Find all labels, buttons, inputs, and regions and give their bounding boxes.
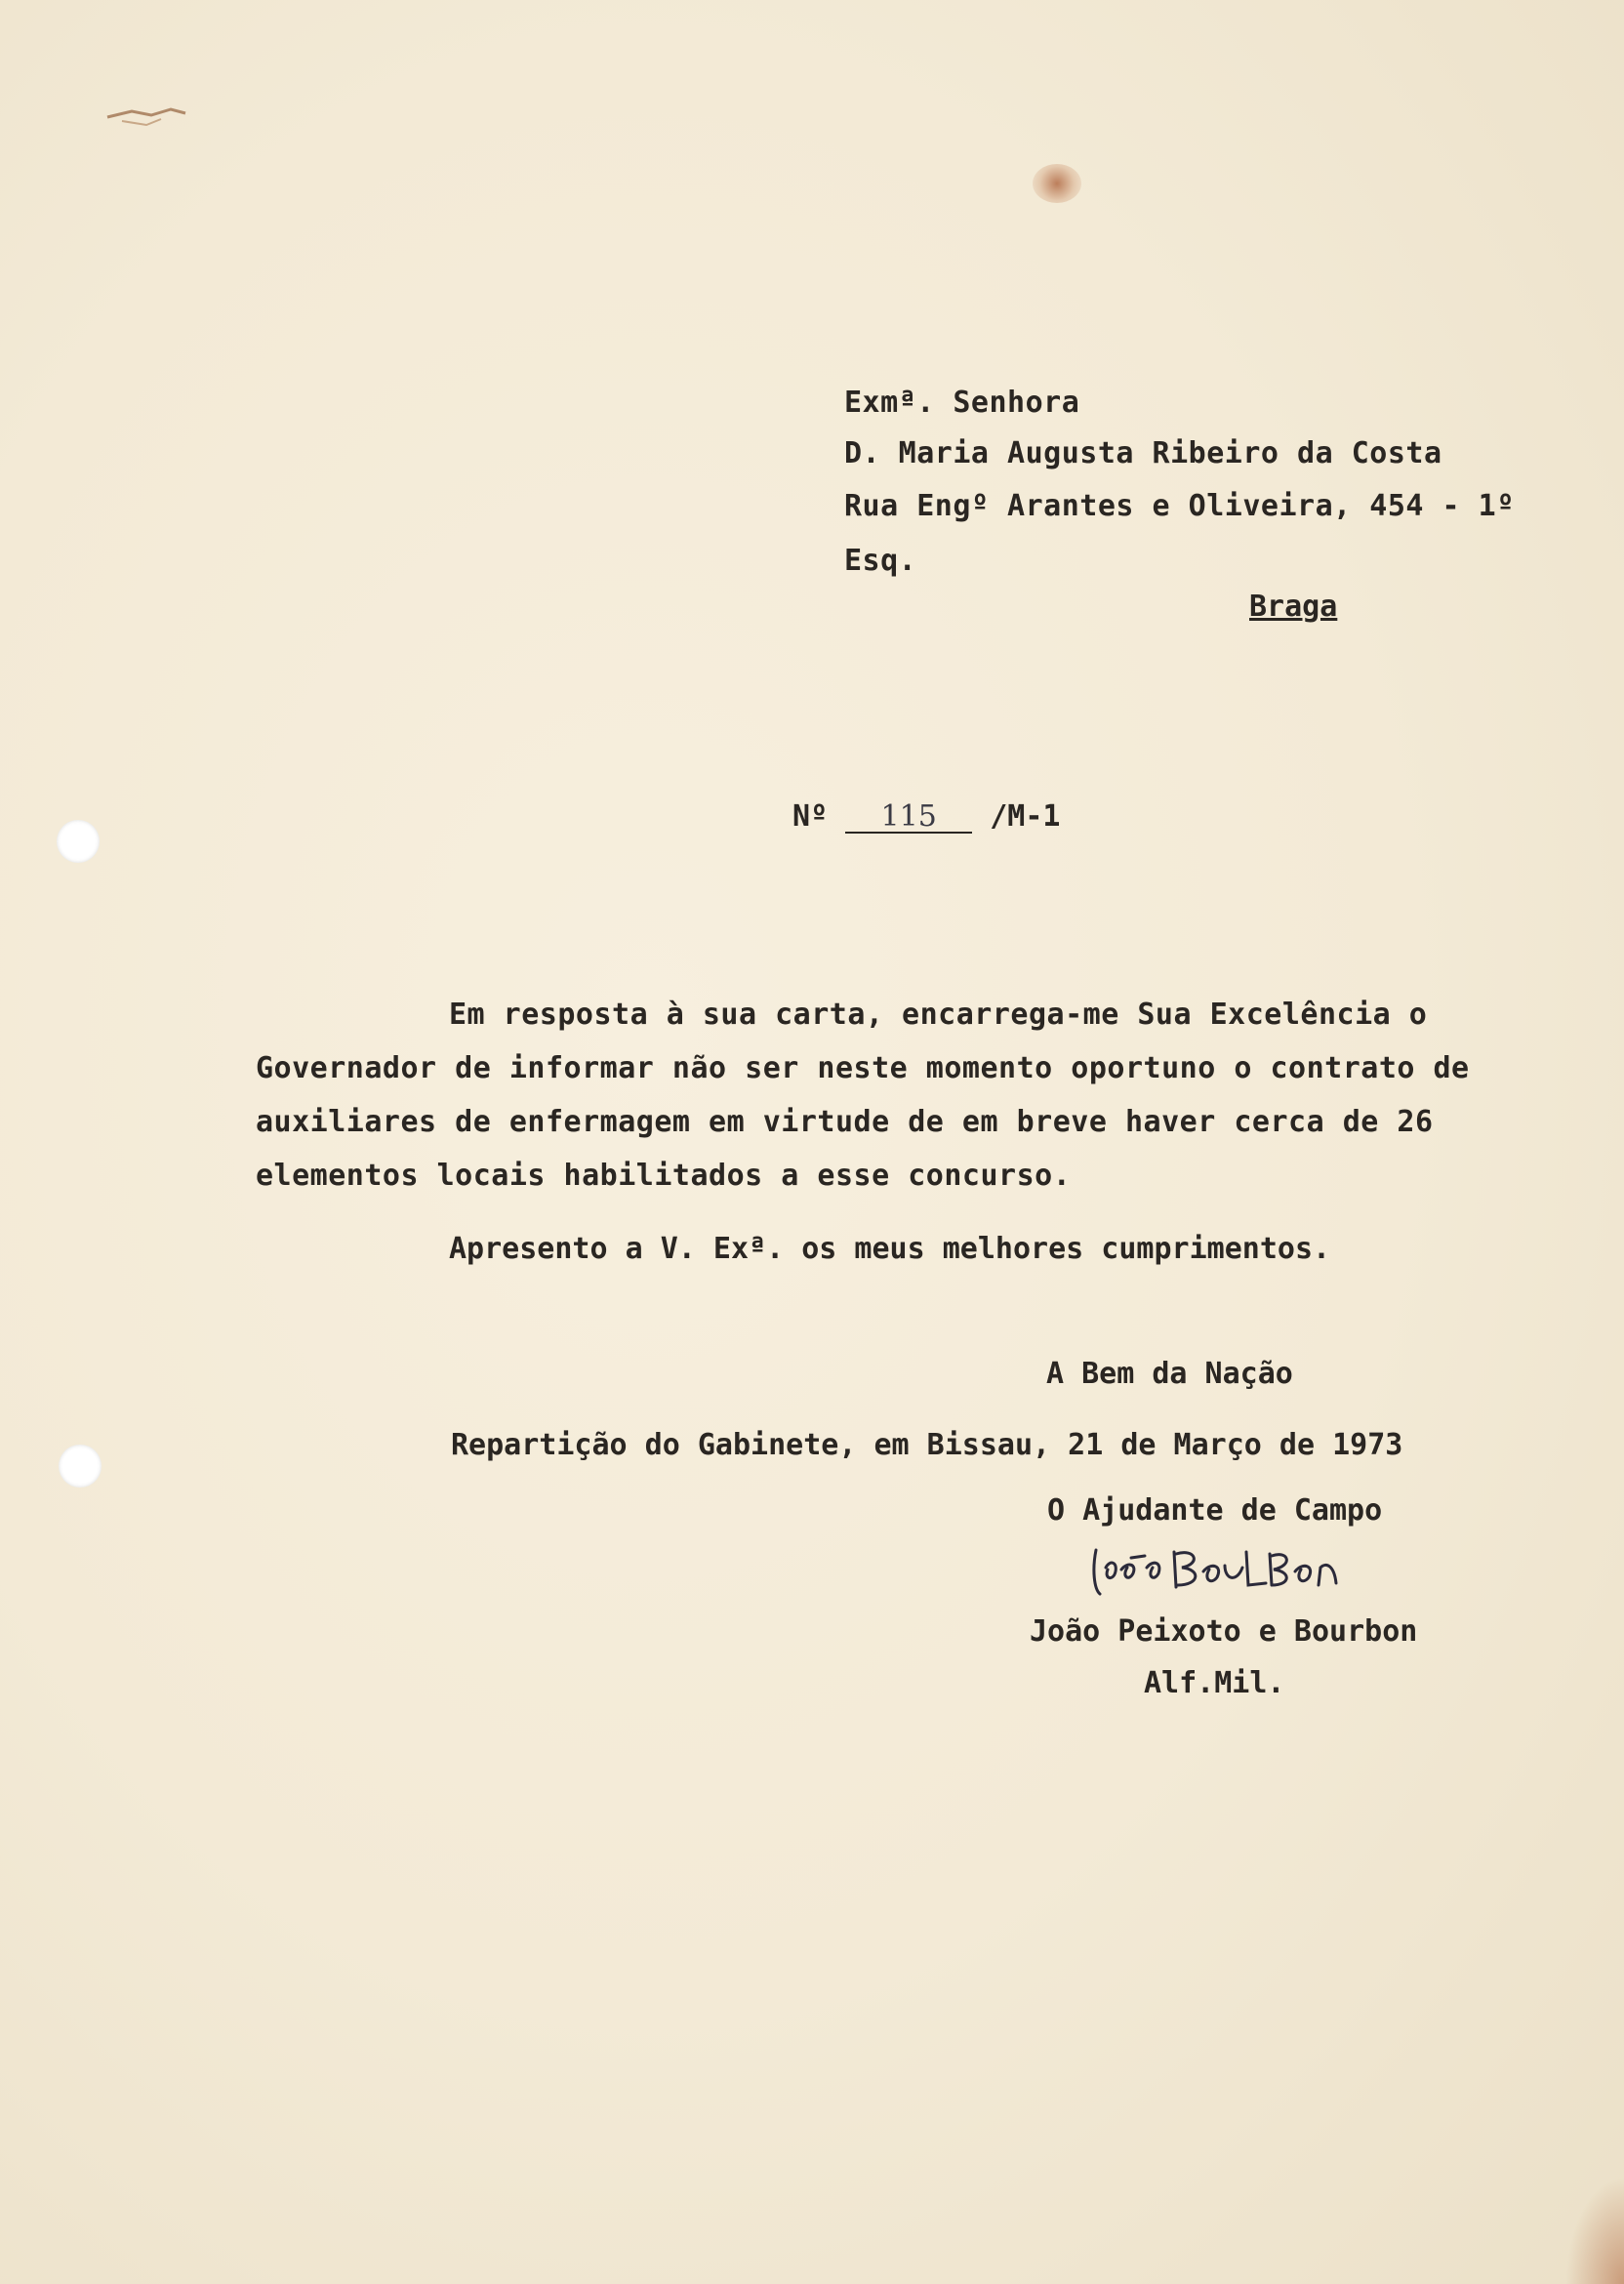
punch-hole-top <box>57 820 100 863</box>
letter-body <box>256 988 1524 1203</box>
salutation: A Bem da Nação <box>1046 1357 1293 1391</box>
addressee-line-2: D. Maria Augusta Ribeiro da Costa <box>844 436 1442 470</box>
handwritten-signature <box>1088 1540 1342 1599</box>
addressee-line-3: Rua Engº Arantes e Oliveira, 454 - 1º <box>844 489 1515 523</box>
addressee-city: Braga <box>1249 590 1338 624</box>
body-paragraph: Em resposta à sua carta, encarrega-me Sua Excelência o Governador de informar não ser neste momento oportuno o contrato de auxiliares de enfermagem em virtude de em breve haver cerca de 26 elementos locais habilitados a esse concurso. <box>256 998 1470 1193</box>
signer-role: O Ajudante de Campo <box>1047 1493 1383 1528</box>
addressee-line-4: Esq. <box>844 544 917 578</box>
place-date: Repartição do Gabinete, em Bissau, 21 de Março de 1973 <box>451 1428 1403 1462</box>
signer-rank: Alf.Mil. <box>1144 1666 1285 1700</box>
signer-name: João Peixoto e Bourbon <box>1030 1614 1418 1649</box>
reference-handwritten-number: 115 <box>845 802 972 834</box>
addressee-line-1: Exmª. Senhora <box>844 386 1080 420</box>
edge-stain <box>1565 2177 1624 2284</box>
torn-corner-mark <box>102 98 190 137</box>
reference-number <box>792 799 1061 834</box>
closing-line: Apresento a V. Exª. os meus melhores cumprimentos. <box>449 1232 1331 1266</box>
punch-hole-bottom <box>59 1445 102 1488</box>
reference-suffix: /M-1 <box>990 799 1061 834</box>
rust-stain <box>1033 164 1081 203</box>
reference-prefix: Nº <box>792 799 829 834</box>
